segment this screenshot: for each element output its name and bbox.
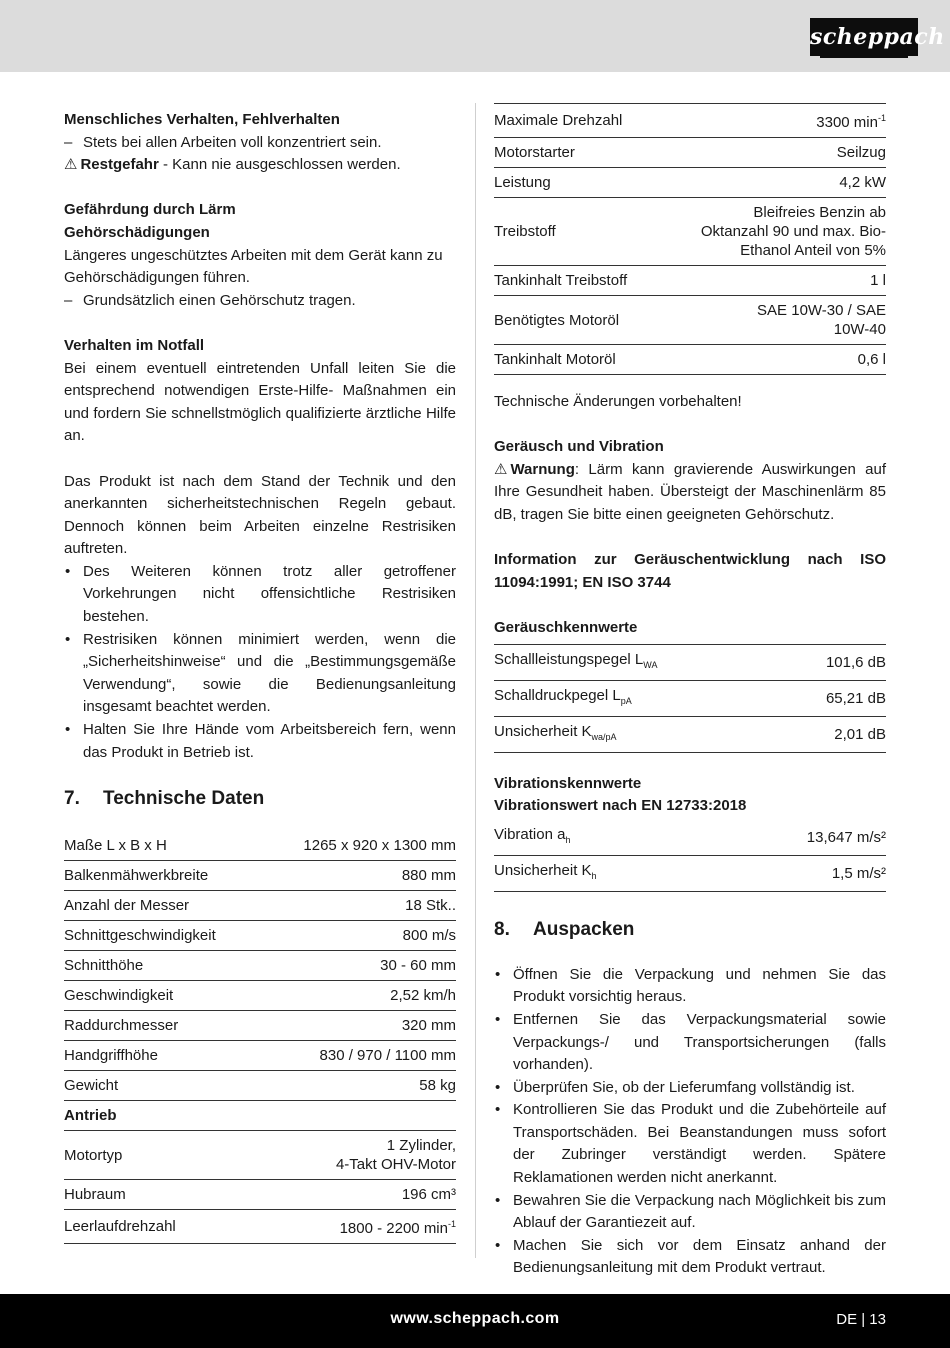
section-7-heading: 7. Technische Daten [64, 788, 265, 810]
human-behavior-title: Menschliches Verhalten, Fehlverhalten [64, 111, 340, 128]
column-divider [475, 103, 476, 1258]
table-cell-value: 30 - 60 mm [259, 951, 456, 981]
table-row [64, 1210, 456, 1244]
table-row [64, 981, 456, 1011]
iso-info-title: Information zur Geräuschentwicklung nach ISO 11094:1991; EN ISO 3744 [494, 551, 886, 591]
technical-data-table-continued [494, 103, 886, 375]
table-cell-label: Unsicherheit $K_{wa/pA}$ [494, 716, 781, 752]
table-cell-value: Bleifreies Benzin ab Oktanzahl 90 und max. Bio- Ethanol Anteil von 5% [658, 198, 886, 266]
emergency-text: Bei einem eventuell eintretenden Unfall leiten Sie die entsprechend notwendigen Erste-Hilfe- Maßnahmen ein und fordern Sie schnellstmöglich qualifizierte ärztliche Hilfe an. [64, 359, 456, 445]
hearing-damage-title: Gehörschädigungen [64, 223, 210, 241]
unpacking-list [494, 964, 886, 1280]
table-row [64, 1101, 456, 1131]
table-row [64, 921, 456, 951]
table-cell-label: Maximale Drehzahl [494, 104, 658, 138]
table-row [64, 891, 456, 921]
vibration-standard-title: Vibrationswert nach EN 12733:2018 [494, 797, 747, 815]
vibration-values-title: Vibrationskennwerte [494, 774, 642, 792]
table-cell-value: 880 mm [259, 861, 456, 891]
residual-risk-list [64, 561, 456, 764]
table-row [64, 831, 456, 861]
table-row [64, 1071, 456, 1101]
table-cell-value: 1,5 m/s² [715, 855, 886, 891]
table-cell-label: Tankinhalt Motoröl [494, 345, 658, 375]
table-row [494, 296, 886, 345]
left-column [64, 109, 456, 1244]
website-url[interactable]: www.scheppach.com [390, 1310, 560, 1327]
noise-warning-text: ⚠ Warnung: Lärm kann gravierende Auswirkungen auf Ihre Gesundheit haben. Übersteigt der Maschinenlärm 85 dB, tragen Sie bitte einen geeigneten Gehörschutz. [494, 460, 886, 523]
table-cell-value: 101,6 dB [781, 644, 886, 680]
table-row [494, 104, 886, 138]
table-row [494, 680, 886, 716]
table-cell-value: SAE 10W-30 / SAE 10W-40 [658, 296, 886, 345]
table-cell-label: Balkenmähwerkbreite [64, 861, 259, 891]
technical-data-table [64, 831, 456, 1244]
table-cell-label: Anzahl der Messer [64, 891, 259, 921]
table-cell-value: 1 Zylinder, 4-Takt OHV-Motor [259, 1131, 456, 1180]
table-row [494, 855, 886, 891]
table-row [64, 1131, 456, 1180]
table-cell-label: Motorstarter [494, 138, 658, 168]
section-8-heading: 8. Auspacken [494, 918, 635, 940]
list-item: • Kontrollieren Sie das Produkt und die Zubehörteile auf Transportschäden. Bei Beanstandungen muss sofort der Zubringer verständigt werden. Spätere Reklamationen werden nicht anerkannt. [494, 1099, 886, 1189]
warning-icon: ⚠ [494, 460, 508, 478]
table-row [494, 644, 886, 680]
table-row [494, 716, 886, 752]
table-cell-label: Maße L x B x H [64, 831, 259, 861]
list-item: • Entfernen Sie das Verpackungsmaterial sowie Verpackungs-/ und Transportsicherungen (falls vorhanden). [494, 1009, 886, 1077]
list-item: • Halten Sie Ihre Hände vom Arbeitsbereich fern, wenn das Produkt in Betrieb ist. [64, 719, 456, 764]
table-row [494, 345, 886, 375]
table-cell-value: 1265 x 920 x 1300 mm [259, 831, 456, 861]
table-cell-label: Schnitthöhe [64, 951, 259, 981]
table-cell-value: 4,2 kW [658, 168, 886, 198]
table-row [64, 951, 456, 981]
table-cell-label: Antrieb [64, 1101, 456, 1131]
table-row [494, 266, 886, 296]
changes-note: Technische Änderungen vorbehalten! [494, 393, 742, 410]
list-item: • Restrisiken können minimiert werden, wenn die „Sicherheitshinweise“ und die „Bestimmungsgemäße Verwendung“, sowie die Bedienungsanleitung insgesamt beachtet werden. [64, 629, 456, 719]
header-bar [0, 0, 950, 72]
table-cell-label: Leistung [494, 168, 658, 198]
table-cell-label: Schnittgeschwindigkeit [64, 921, 259, 951]
table-row [494, 168, 886, 198]
table-row [64, 1041, 456, 1071]
table-cell-label: Schallleistungspegel $L_{WA}$ [494, 644, 781, 680]
list-item: • Machen Sie sich vor dem Einsatz anhand der Bedienungsanleitung mit dem Produkt vertraut. [494, 1235, 886, 1280]
table-cell-label: Treibstoff [494, 198, 658, 266]
logo-underline [820, 54, 908, 58]
table-cell-value: 320 mm [259, 1011, 456, 1041]
product-state-text: Das Produkt ist nach dem Stand der Technik und den anerkannten sicherheitstechnischen Regeln gebaut. Dennoch können beim Arbeiten einzelne Restrisiken auftreten. [64, 472, 456, 558]
table-cell-label: Motortyp [64, 1131, 259, 1180]
table-cell-label: Tankinhalt Treibstoff [494, 266, 658, 296]
table-cell-value: 830 / 970 / 1100 mm [259, 1041, 456, 1071]
right-column [494, 103, 886, 1280]
table-cell-label: Hubraum [64, 1180, 259, 1210]
human-behavior-dash: – Stets bei allen Arbeiten voll konzentriert sein. [64, 132, 456, 155]
table-cell-value: 1 l [658, 266, 886, 296]
vibration-values-table [494, 820, 886, 892]
list-item: • Des Weiteren können trotz aller getroffener Vorkehrungen nicht offensichtliche Restrisiken bestehen. [64, 561, 456, 629]
table-row [64, 861, 456, 891]
table-cell-label: Handgriffhöhe [64, 1041, 259, 1071]
table-cell-value: 0,6 l [658, 345, 886, 375]
table-cell-value: 58 kg [259, 1071, 456, 1101]
footer-bar [0, 1294, 950, 1348]
table-cell-value: 800 m/s [259, 921, 456, 951]
table-row [64, 1011, 456, 1041]
list-item: • Öffnen Sie die Verpackung und nehmen Sie das Produkt vorsichtig heraus. [494, 964, 886, 1009]
table-cell-value: 1800 - 2200 $\min^{-1}$ [259, 1210, 456, 1244]
table-row [494, 820, 886, 856]
residual-risk-line: ⚠ Restgefahr - Kann nie ausgeschlossen werden. [64, 154, 456, 177]
table-cell-label: Leerlaufdrehzahl [64, 1210, 259, 1244]
table-cell-label: Benötigtes Motoröl [494, 296, 658, 345]
table-cell-label: Schalldruckpegel $L_{pA}$ [494, 680, 781, 716]
table-cell-label: Vibration $a_h$ [494, 820, 715, 856]
table-cell-label: Gewicht [64, 1071, 259, 1101]
table-cell-value: 65,21 dB [781, 680, 886, 716]
noise-vibration-title: Geräusch und Vibration [494, 438, 664, 456]
noise-hazard-title: Gefährdung durch Lärm [64, 201, 236, 219]
table-row [494, 198, 886, 266]
table-cell-label: Raddurchmesser [64, 1011, 259, 1041]
list-item: • Überprüfen Sie, ob der Lieferumfang vollständig ist. [494, 1077, 886, 1100]
noise-hazard-text: Längeres ungeschütztes Arbeiten mit dem Gerät kann zu Gehörschädigungen führen. [64, 246, 443, 287]
noise-values-title: Geräuschkennwerte [494, 618, 638, 636]
emergency-title: Verhalten im Notfall [64, 336, 205, 354]
table-cell-value: Seilzug [658, 138, 886, 168]
table-cell-value: 13,647 m/s² [715, 820, 886, 856]
table-cell-value: 2,01 dB [781, 716, 886, 752]
table-cell-value: 2,52 km/h [259, 981, 456, 1011]
table-cell-label: Unsicherheit $K_h$ [494, 855, 715, 891]
noise-values-table [494, 644, 886, 753]
brand-logo: scheppach [810, 18, 918, 56]
table-cell-label: Geschwindigkeit [64, 981, 259, 1011]
hearing-protection-dash: – Grundsätzlich einen Gehörschutz tragen. [64, 290, 456, 313]
table-row [494, 138, 886, 168]
table-cell-value: 196 cm³ [259, 1180, 456, 1210]
page-number: DE | 13 [836, 1311, 886, 1328]
warning-icon: ⚠ [64, 156, 78, 174]
table-cell-value: 3300 $\min^{-1}$ [658, 104, 886, 138]
table-row [64, 1180, 456, 1210]
list-item: • Bewahren Sie die Verpackung nach Möglichkeit bis zum Ablauf der Garantiezeit auf. [494, 1190, 886, 1235]
table-cell-value: 18 Stk.. [259, 891, 456, 921]
